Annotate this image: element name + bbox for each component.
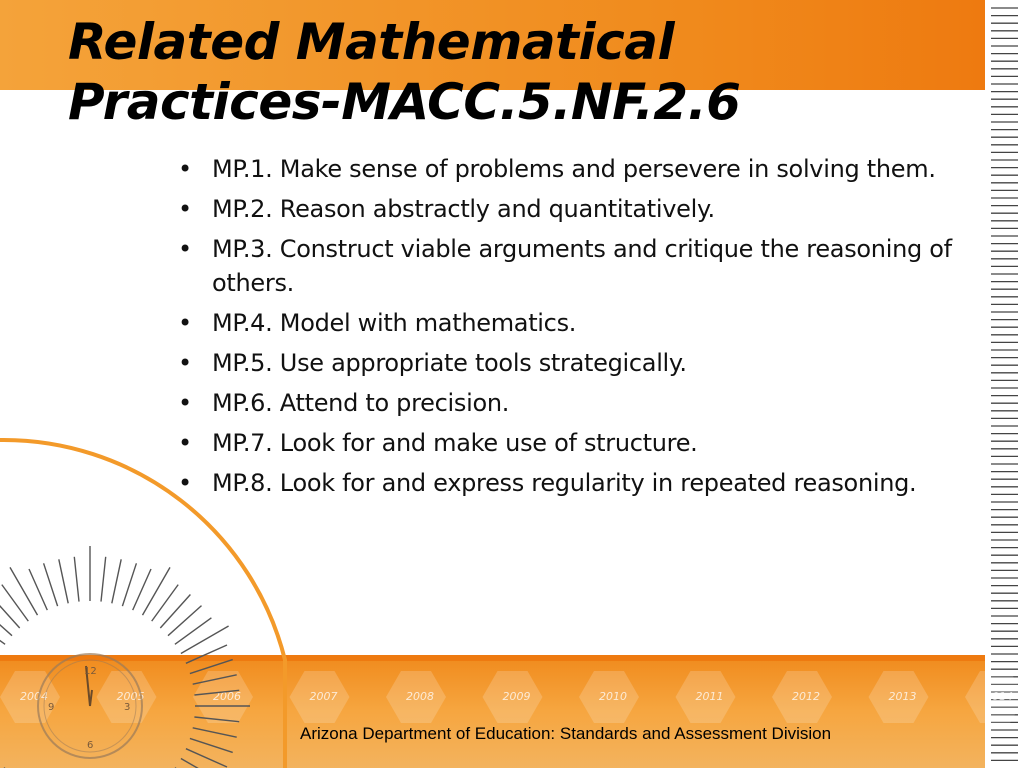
slide-title	[68, 12, 968, 132]
dial-tick	[2, 585, 29, 622]
dial-tick	[181, 759, 229, 768]
dial-tick	[44, 563, 58, 606]
list-item-text: MP.6. Attend to precision.	[212, 389, 510, 417]
bullet-icon: •	[178, 235, 192, 263]
dial-tick	[10, 567, 38, 615]
year-label: 2007	[309, 690, 338, 703]
dial-tick	[168, 606, 202, 636]
bullet-icon: •	[178, 349, 192, 377]
year-label: 2011	[695, 690, 724, 703]
list-item	[178, 426, 978, 460]
bullet-icon: •	[178, 309, 192, 337]
clock-numeral-12: 12	[84, 666, 97, 677]
year-label: 2005	[116, 690, 145, 703]
list-item	[178, 232, 978, 300]
list-item-text: MP.3. Construct viable arguments and critique the reasoning of others.	[212, 235, 952, 297]
list-item-text: MP.4. Model with mathematics.	[212, 309, 577, 337]
dial-tick	[0, 595, 20, 629]
bullet-icon: •	[178, 429, 192, 457]
list-item	[178, 306, 978, 340]
dial-tick	[143, 567, 171, 615]
dial-tick	[190, 660, 233, 674]
dial-tick	[112, 559, 121, 603]
year-label: 2006	[213, 690, 241, 703]
bullet-icon: •	[178, 195, 192, 223]
list-item	[178, 192, 978, 226]
footer-text: Arizona Department of Education: Standards and Assessment Division	[300, 724, 832, 743]
list-item	[178, 386, 978, 420]
clock-numeral-6: 6	[87, 740, 94, 751]
bullet-icon: •	[178, 469, 192, 497]
dial-tick	[74, 557, 79, 602]
year-label: 2004	[20, 690, 48, 703]
dial-tick	[190, 738, 233, 752]
title-line-1: Related Mathematical	[68, 13, 675, 71]
dial-tick	[59, 559, 68, 603]
dial-tick	[0, 606, 12, 636]
dial-tick	[122, 563, 136, 606]
year-label: 2012	[792, 690, 820, 703]
year-label: 2014	[985, 690, 1013, 703]
dial-tick	[193, 728, 237, 737]
practices-list	[178, 152, 978, 506]
list-item	[178, 152, 978, 186]
dial-tick	[181, 626, 229, 654]
clock-numeral-9: 9	[48, 702, 55, 713]
year-label: 2013	[888, 690, 917, 703]
list-item-text: MP.1. Make sense of problems and persevere in solving them.	[212, 155, 936, 183]
bullet-icon: •	[178, 389, 192, 417]
dial-tick	[175, 618, 212, 645]
list-item-text: MP.8. Look for and express regularity in repeated reasoning.	[212, 469, 917, 497]
dial-tick	[0, 618, 5, 645]
list-item-text: MP.7. Look for and make use of structure.	[212, 429, 698, 457]
year-label: 2010	[599, 690, 627, 703]
year-label: 2009	[502, 690, 531, 703]
bullet-icon: •	[178, 155, 192, 183]
title-line-2: Practices-MACC.5.NF.2.6	[68, 73, 741, 131]
dial-tick	[194, 690, 239, 695]
list-item-text: MP.5. Use appropriate tools strategically.	[212, 349, 687, 377]
dial-tick	[101, 557, 106, 602]
list-item	[178, 466, 978, 500]
dial-tick	[160, 595, 190, 629]
clock-numeral-3: 3	[124, 702, 131, 713]
list-item	[178, 346, 978, 380]
list-item-text: MP.2. Reason abstractly and quantitatively.	[212, 195, 715, 223]
dial-tick	[194, 717, 239, 722]
year-label: 2008	[406, 690, 434, 703]
dial-tick	[193, 675, 237, 684]
dial-tick	[152, 585, 179, 622]
